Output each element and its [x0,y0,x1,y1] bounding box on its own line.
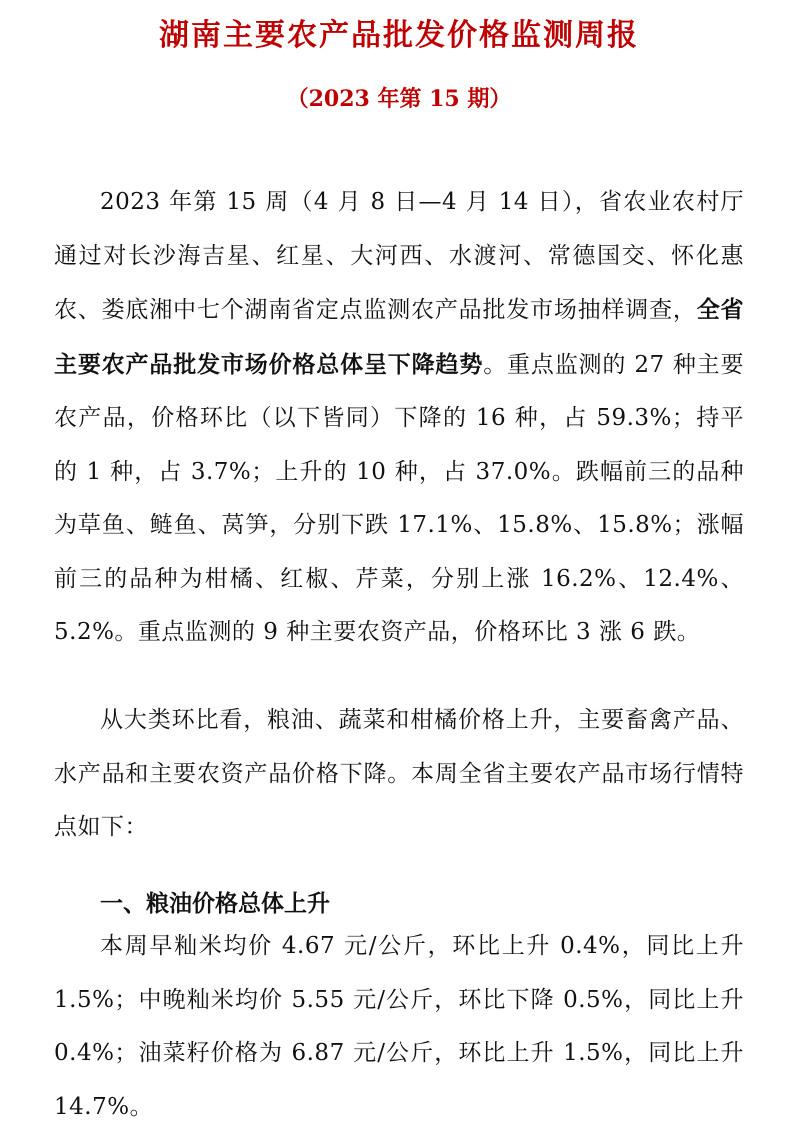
issue-number: （2023 年第 15 期） [286,86,512,112]
grain-oil-paragraph: 本周早籼米均价 4.67 元/公斤，环比上升 0.4%，同比上升 1.5%；中晚籼米均价 5.55 元/公斤，环比下降 0.5%，同比上升 0.4%；油菜籽价格为 6.87 元/公斤，环比上升 1.5%，同比上升 14.7%。 [54,933,744,1120]
overview-paragraph: 从大类环比看，粮油、蔬菜和柑橘价格上升，主要畜禽产品、水产品和主要农资产品价格下降。本周全省主要农产品市场行情特点如下： [54,707,744,840]
section-heading-grain-oil: 一、粮油价格总体上升 [100,891,330,917]
intro-text-part2: 。重点监测的 27 种主要农产品，价格环比（以下皆同）下降的 16 种，占 59.3%；持平的 1 种，占 3.7%；上升的 10 种，占 37.0%。跌幅前三的品种为草鱼、鲢鱼、莴笋，分别下跌 17.1%、15.8%、15.8%；涨幅前三的品种为柑橘、红椒、芹菜，分别上涨 16.2%、12.4%、5.2%。重点监测的 9 种主要农资产品，价格环比 3 涨 6 跌。 [54,351,745,645]
intro-paragraph [54,176,744,660]
report-title: 湖南主要农产品批发价格监测周报 [159,18,639,53]
intro-text-part1: 2023 年第 15 周（4 月 8 日—4 月 14 日），省农业农村厅通过对长沙海吉星、红星、大河西、水渡河、常德国交、怀化惠农、娄底湘中七个湖南省定点监测农产品批发市场抽样调查， [54,189,744,323]
intro-highlight: 全省主要农产品批发市场价格总体呈下降趋势 [54,296,745,378]
